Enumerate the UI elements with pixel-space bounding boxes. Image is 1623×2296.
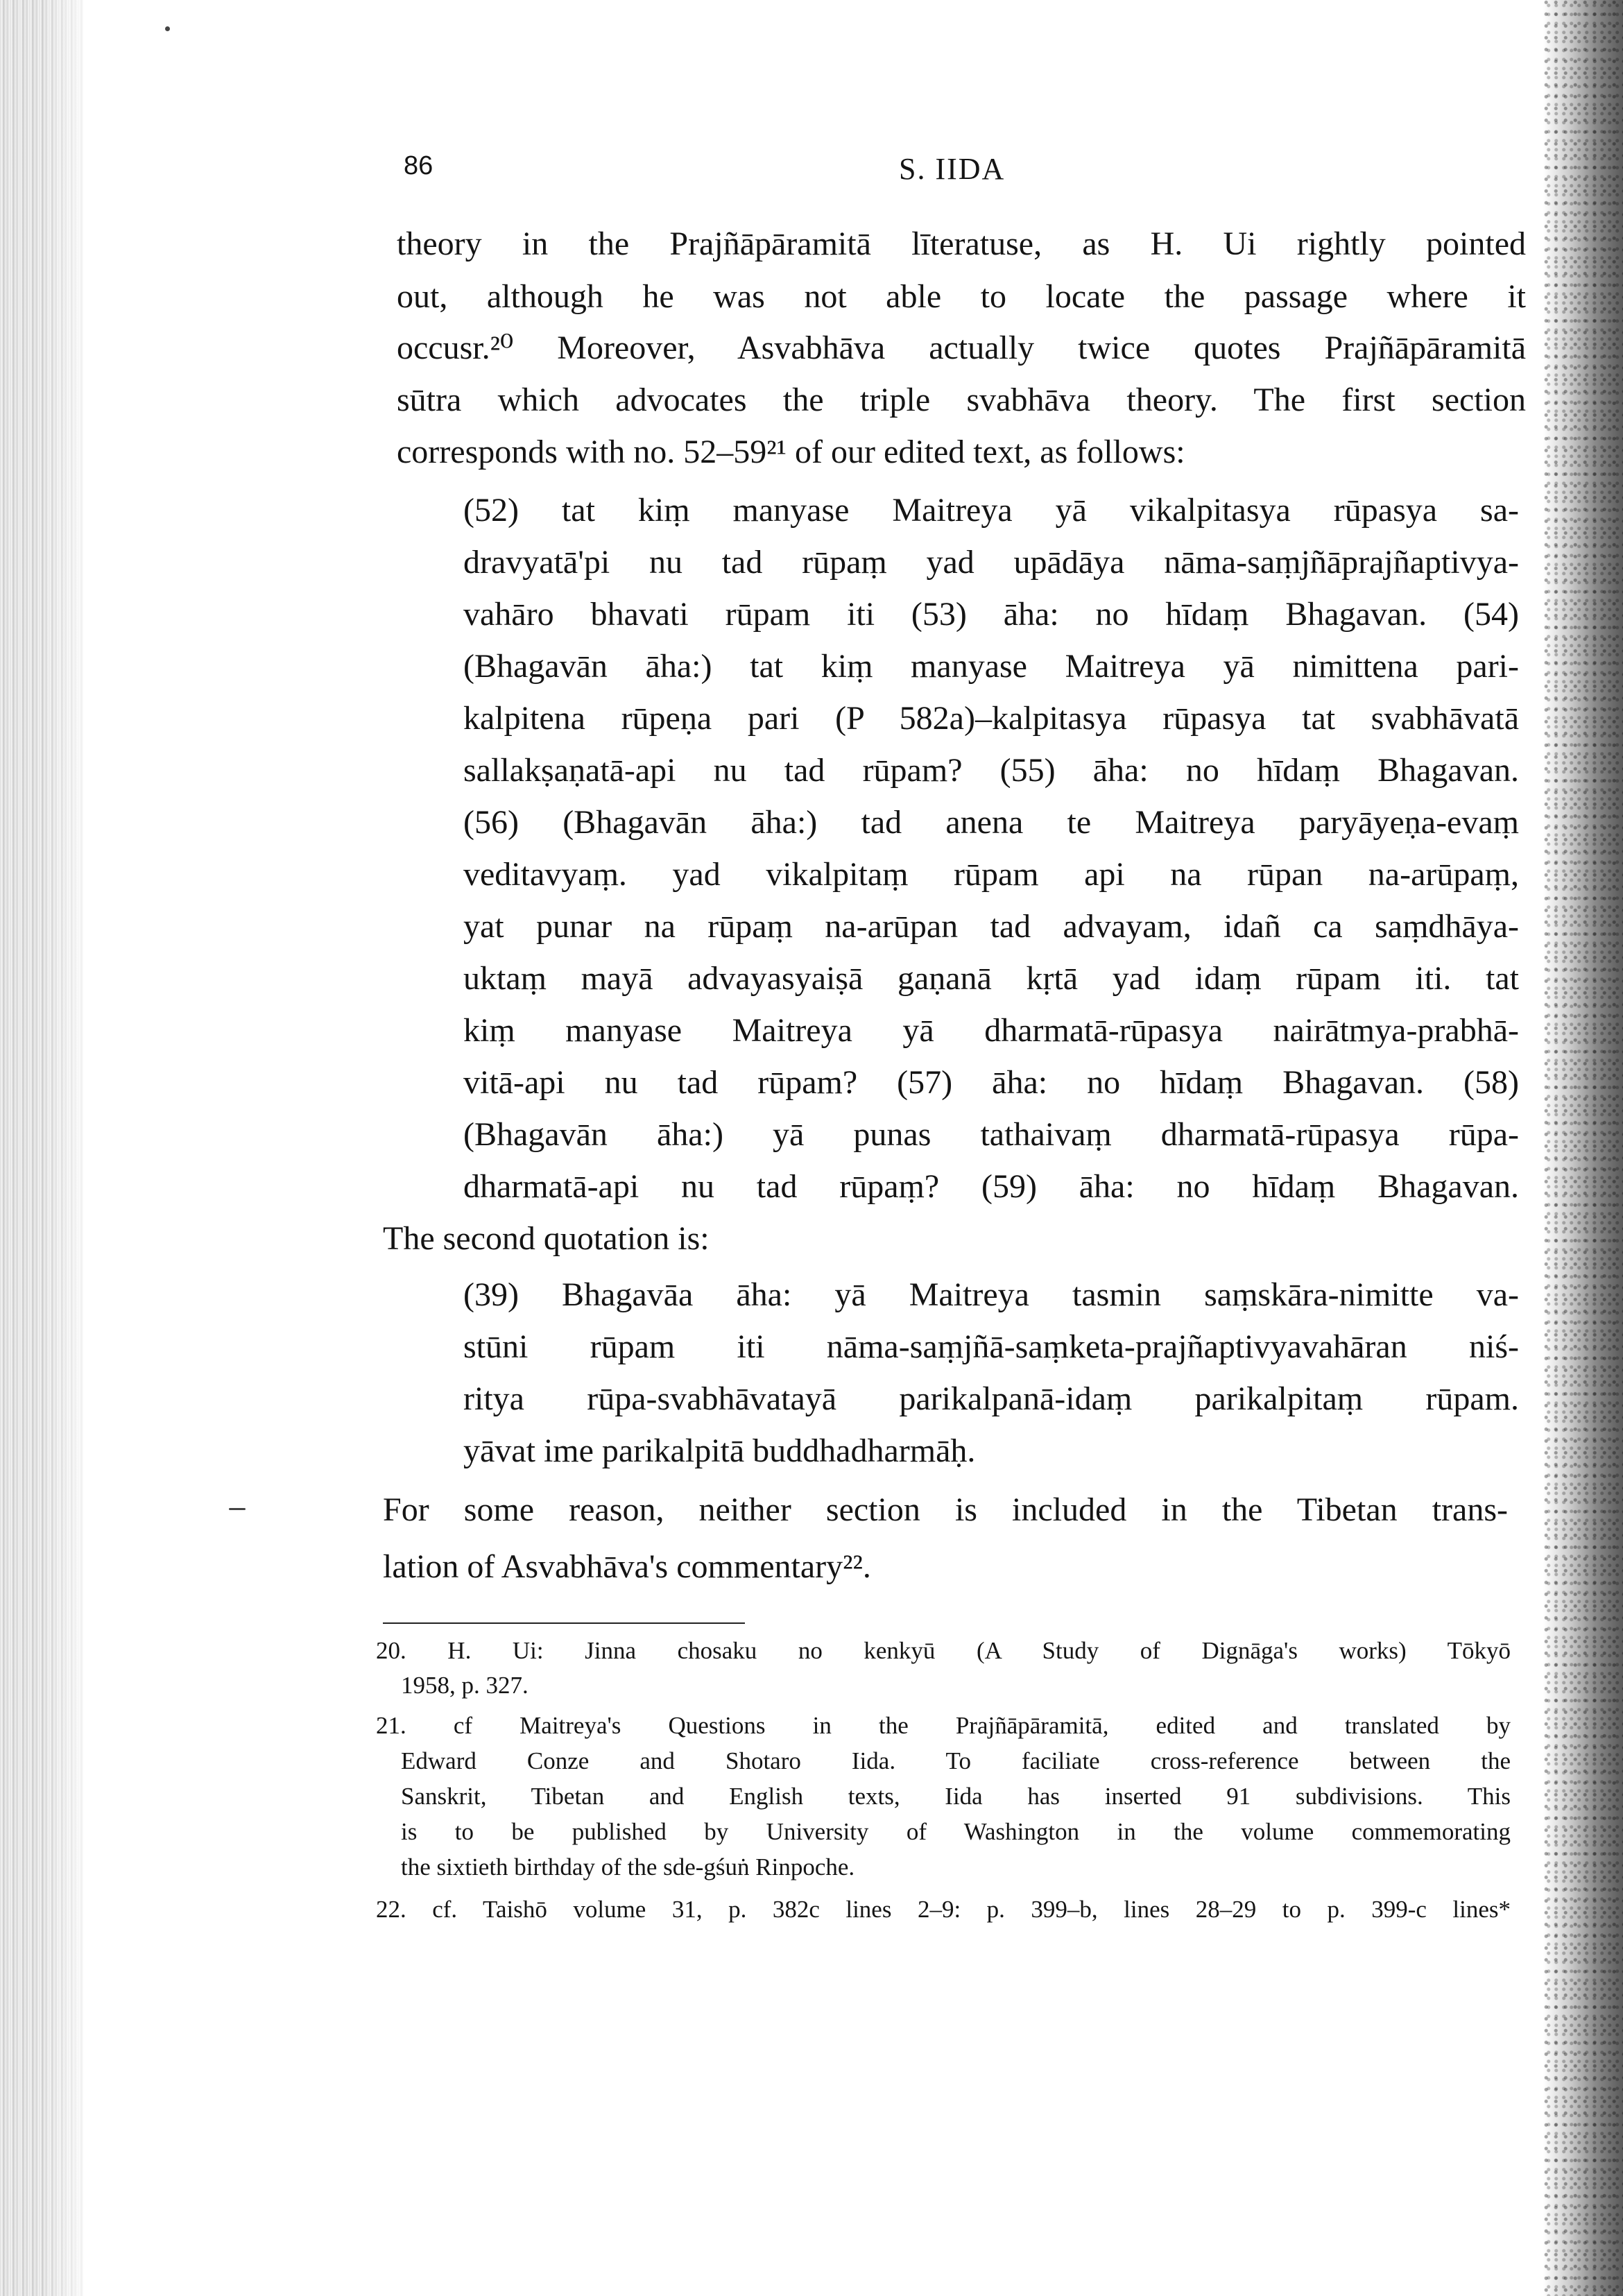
quote-line: ritya rūpa-svabhāvatayā parikalpanā-idaṃ parikalpitaṃ rūpam. [463, 1380, 1519, 1417]
footnote-line: is to be published by University of Washington in the volume commemorating [401, 1818, 1511, 1845]
scan-speck [165, 26, 170, 31]
quote-line: (39) Bhagavāa āha: yā Maitreya tasmin saṃskāra-nimitte va- [463, 1276, 1519, 1313]
quote-line: dharmatā-api nu tad rūpaṃ? (59) āha: no hīdaṃ Bhagavan. [463, 1168, 1519, 1205]
quote-line: vitā-api nu tad rūpam? (57) āha: no hīdaṃ Bhagavan. (58) [463, 1064, 1519, 1101]
paragraph-line: out, although he was not able to locate the passage where it [397, 278, 1526, 315]
paragraph-line: theory in the Prajñāpāramitā līteratuse, as H. Ui rightly pointed [397, 225, 1526, 262]
quote-line: (Bhagavān āha:) tat kiṃ manyase Maitreya yā nimittena pari- [463, 648, 1519, 685]
quote-line: sallakṣaṇatā-api nu tad rūpam? (55) āha: no hīdaṃ Bhagavan. [463, 752, 1519, 789]
paragraph-line: occusr.²⁰ Moreover, Asvabhāva actually twice quotes Prajñāpāramitā [397, 329, 1526, 366]
footnote-line: 22. cf. Taishō volume 31, p. 382c lines 2–9: p. 399–b, lines 28–29 to p. 399-c lines* [376, 1896, 1511, 1923]
scan-left-fade [42, 0, 97, 2296]
footnote-line: 20. H. Ui: Jinna chosaku no kenkyū (A Study of Dignāga's works) Tōkyō [376, 1637, 1511, 1664]
footnote-line: 21. cf Maitreya's Questions in the Prajñāpāramitā, edited and translated by [376, 1712, 1511, 1739]
quote-line: vahāro bhavati rūpam iti (53) āha: no hīdaṃ Bhagavan. (54) [463, 596, 1519, 633]
paragraph-line: For some reason, neither section is included in the Tibetan trans- [383, 1491, 1508, 1528]
page-header [0, 151, 1623, 193]
paragraph-line: corresponds with no. 52–59²¹ of our edited text, as follows: [397, 434, 1185, 470]
quote-line: (52) tat kiṃ manyase Maitreya yā vikalpitasya rūpasya sa- [463, 492, 1519, 529]
quote-line: yāvat ime parikalpitā buddhadharmāḥ. [463, 1432, 976, 1469]
running-head: S. IIDA [899, 152, 1006, 186]
footnote-rule [383, 1622, 745, 1624]
footnote-line: the sixtieth birthday of the sde-gśuṅ Rinpoche. [401, 1853, 855, 1881]
paragraph-line: sūtra which advocates the triple svabhāva theory. The first section [397, 382, 1526, 418]
quote-line: dravyatā'pi nu tad rūpaṃ yad upādāya nāma-saṃjñāprajñaptivya- [463, 544, 1519, 581]
quote-line: veditavyaṃ. yad vikalpitaṃ rūpam api na rūpan na-arūpaṃ, [463, 856, 1519, 893]
quote-line: kalpitena rūpeṇa pari (P 582a)–kalpitasya rūpasya tat svabhāvatā [463, 700, 1519, 737]
quote-line: (Bhagavān āha:) yā punas tathaivaṃ dharmatā-rūpasya rūpa- [463, 1116, 1519, 1153]
quote-line: kiṃ manyase Maitreya yā dharmatā-rūpasya nairātmya-prabhā- [463, 1012, 1519, 1049]
second-quotation-intro: The second quotation is: [383, 1220, 710, 1257]
paragraph-line: lation of Asvabhāva's commentary²². [383, 1548, 871, 1585]
scan-speck [229, 1508, 246, 1510]
quote-line: stūni rūpam iti nāma-saṃjñā-saṃketa-prajñaptivyavahāran niś- [463, 1328, 1519, 1365]
page-number: 86 [404, 151, 433, 180]
quote-line: (56) (Bhagavān āha:) tad anena te Maitreya paryāyeṇa-evaṃ [463, 804, 1519, 841]
footnote-line: Edward Conze and Shotaro Iida. To faciliate cross-reference between the [401, 1747, 1511, 1774]
scan-right-edge [1543, 0, 1623, 2296]
quote-line: yat punar na rūpaṃ na-arūpan tad advayam, idañ ca saṃdhāya- [463, 908, 1519, 945]
footnote-line: Sanskrit, Tibetan and English texts, Iida has inserted 91 subdivisions. This [401, 1783, 1511, 1810]
quote-line: uktaṃ mayā advayasyaiṣā gaṇanā kṛtā yad idaṃ rūpam iti. tat [463, 960, 1519, 997]
footnote-line: 1958, p. 327. [401, 1672, 529, 1699]
